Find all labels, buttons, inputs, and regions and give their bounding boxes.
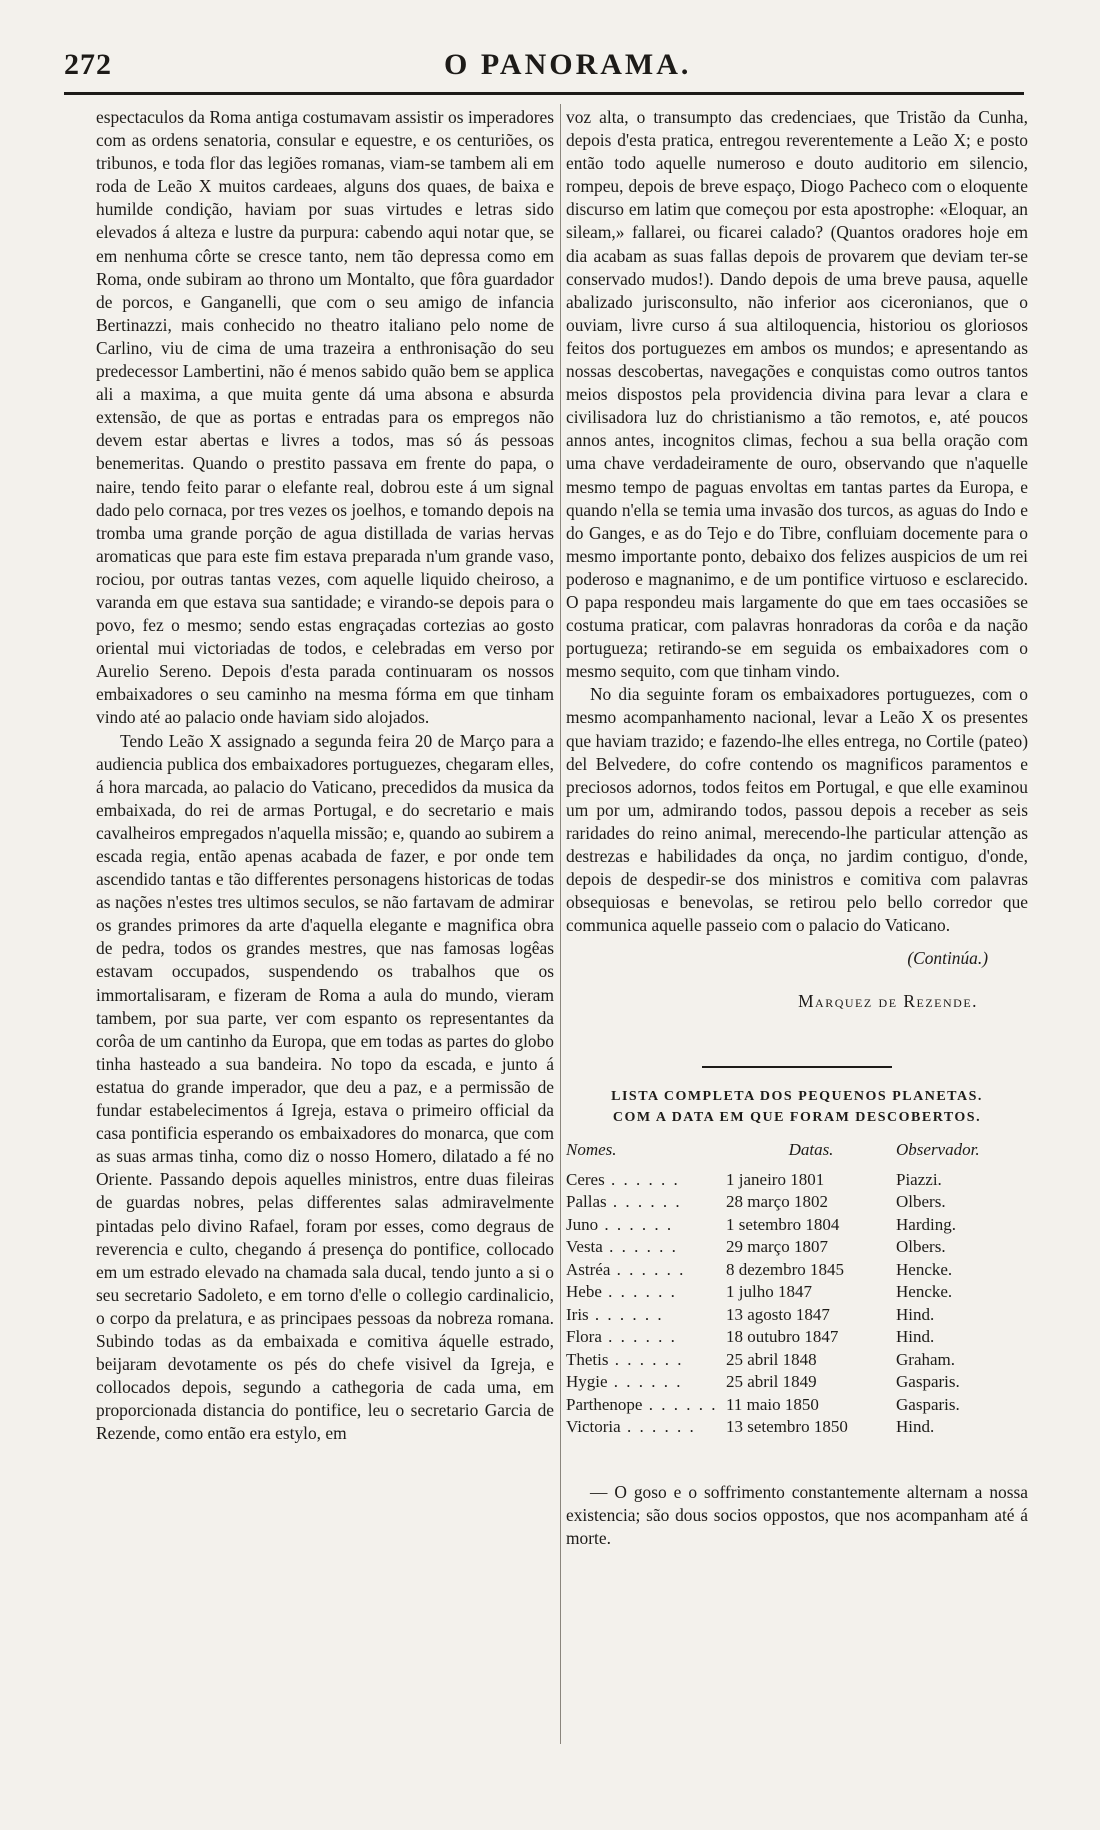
page-header	[64, 44, 1024, 90]
table-row	[566, 1281, 1028, 1304]
observer-name: Harding.	[896, 1214, 956, 1234]
observer-name: Gasparis.	[896, 1372, 960, 1392]
planet-name: Parthenope	[566, 1394, 643, 1414]
table-row	[566, 1304, 1028, 1327]
planet-name-cell	[566, 1371, 726, 1394]
discovery-date: 1 setembro 1804	[726, 1214, 840, 1234]
leader-dots: . . . . . .	[604, 1169, 680, 1189]
column-header-names: Nomes.	[566, 1139, 617, 1159]
planet-name: Ceres	[566, 1169, 605, 1189]
planet-name-cell	[566, 1214, 726, 1237]
planet-name-cell	[566, 1349, 726, 1372]
planet-table	[566, 1136, 1028, 1439]
leader-dots: . . . . . .	[607, 1372, 683, 1392]
planet-name: Hebe	[566, 1282, 602, 1302]
leader-dots: . . . . . .	[620, 1417, 696, 1437]
table-row	[566, 1191, 1028, 1214]
planet-name: Iris	[566, 1304, 589, 1324]
paragraph: espectaculos da Roma antiga costumavam assistir os imperadores com as ordens senatoria, consular e equestre, e os centuriões, os tribunos, e toda flor das legiões romanas, viam-se tambem ali em roda de Leão X muitos cardeaes, alguns dos quaes, de baixa e humilde condição, haviam por suas virtudes e letras sido elevados á alteza e lustre da purpura: cabendo aqui notar que, se em nenhuma côrte se cresce tanto, nem tão depressa como em Roma, onde subiram ao throno um Montalto, que fôra guardador de porcos, e Ganganelli, que com o seu amigo de infancia Bertinazzi, mais conhecido no theatro italiano pelo nome de Carlino, viu de cima de uma trazeira a enthronisação do seu predecessor Lambertini, não é menos sabido quão bem se applica ali a maxima, a que muita gente dá uma absona e absurda extensão, de que as portas e entradas para os empregos não devem estar abertas e livres a todos, mas só ás pessoas benemeritas. Quando o prestito passava em frente do papa, o naire, tendo feito parar o elefante real, dobrou este á um signal dado pelo cornaca, por tres vezes os joelhos, e tomando depois na tromba uma grande porção de agua distillada de varias hervas aromaticas que para este fim estava preparada n'um grande vaso, rociou, por outras tantas vezes, com aquelle liquido cheiroso, a varanda em que estava sua santidade; e virando-se depois para o povo, fez o mesmo; sendo estas engraçadas cortezias ao gosto oriental mui victoriadas de todos, e celebradas em verso por Aurelio Sereno. Depois d'esta parada continuaram os nossos embaixadores o seu caminho na mesma fórma em que tinham vindo até ao palacio onde haviam sido alojados.	[96, 107, 554, 728]
table-row	[566, 1236, 1028, 1259]
planet-name-cell	[566, 1169, 726, 1192]
planet-name: Juno	[566, 1214, 599, 1234]
table-row	[566, 1169, 1028, 1192]
planet-name: Astréa	[566, 1259, 611, 1279]
leader-dots: . . . . . .	[602, 1237, 678, 1257]
leader-dots: . . . . . .	[608, 1349, 684, 1369]
observer-name: Hind.	[896, 1327, 935, 1347]
planet-name-cell	[566, 1394, 726, 1417]
planet-name: Flora	[566, 1327, 602, 1347]
observer-name: Hind.	[896, 1304, 935, 1324]
planet-list-title	[566, 1086, 1028, 1128]
planet-name-cell	[566, 1281, 726, 1304]
observer-name: Olbers.	[896, 1192, 946, 1212]
closing-maxim: — O goso e o soffrimento constantemente alternam a nossa existencia; são dous socios oppostos, que nos acompanham até á morte.	[566, 1481, 1028, 1548]
paragraph: voz alta, o transumpto das credenciaes, que Tristão da Cunha, depois d'esta pratica, entregou reverentemente a Leão X; e posto então todo aquelle numeroso e douto auditorio em silencio, rompeu, depois de breve espaço, Diogo Pacheco com o eloquente discurso em latim que começou por esta apostrophe: «Eloquar, an sileam,» fallarei, ou ficarei calado? (Quantos oradores hoje em dia acabam as suas fallas depois de provarem que deviam ter-se conservado mudos!). Dando depois de uma breve pausa, aquelle abalizado jurisconsulto, não inferior aos ciceronianos, que o ouviam, livre curso á sua altiloquencia, historiou os gloriosos feitos dos portuguezes em ambos os mundos; e apresentando as nossas descobertas, navegações e conquistas como outros tantos meios dispostos pela providencia divina para levar a clara e civilisadora luz do christianismo a tão remotos, e, até poucos annos antes, incognitos climas, fechou a sua bella oração com uma chave verdadeiramente de ouro, observando que n'aquelle mesmo tempo de paguas envoltas em tantas partes da Europa, e quando n'ella se temia uma invasão dos turcos, as aguas do Indo e do Ganges, e as do Tejo e do Tibre, confluiam docemente para o mesmo importante ponto, debaixo dos felizes auspicios de um rei poderoso e magnanimo, e de um pontifice virtuoso e esclarecido. O papa respondeu mais largamente do que em taes occasiões se costuma praticar, com palavras honradoras da corôa e da nação portugueza; retirando-se em seguida os embaixadores com o mesmo sequito, com que tinham vindo.	[566, 107, 1028, 682]
discovery-date: 28 março 1802	[726, 1192, 828, 1212]
header-rule	[64, 92, 1024, 95]
paragraph: Tendo Leão X assignado a segunda feira 20 de Março para a audiencia publica dos embaixadores portuguezes, chegaram elles, á hora marcada, ao palacio do Vaticano, precedidos da musica da embaixada, do rei de armas Portugal, e do secretario e mais cavalheiros empregados n'aquella missão; e, quando ao subirem a escada regia, então apenas acabada de fazer, e por onde tem ascendido tantas e tão differentes personagens historicas de todas as nações n'estes tres ultimos seculos, se não fartavam de admirar os grandes primores da arte d'aquella elegante e magnifica obra de pedra, todos os grandes mestres, que nas famosas logêas estavam occupados, suspendendo os trabalhos que os immortalisaram, e fizeram de Roma a aula do mundo, vieram tambem, por sua parte, ver com espanto os representantes da corôa de um cantinho da Europa, que em todas as partes do globo tinha hasteado a sua bandeira. No topo da escada, e junto á estatua do grande imperador, que deu a paz, e a permissão de fundar estabelecimentos á Igreja, estava o primeiro official da casa pontificia esperando os embaixadores do monarca, que com as suas armas tinha, como diz o nosso Homero, dilatado a fé no Oriente. Passando depois aquelles ministros, entre duas fileiras de guardas nobres, pelas differentes salas admiravelmente pintadas pelo divino Rafael, foram por esses, como degraus de reverencia e culto, chegando á presença do pontifice, collocado em um estrado elevado na chamada sala ducal, tendo junto a si o seu secretario Sadoleto, e em torno d'elle o collegio cardinalicio, o corpo da prelatura, e as principaes pessoas da nobreza romana. Subindo todas as da embaixada e comitiva áquelle estrado, beijaram devotamente os pés do chefe visivel da Igreja, e collocados depois, segundo a cathegoria de cada uma, em proporcionada distancia do pontifice, leu o secretario Garcia de Rezende, como então era estylo, em	[96, 730, 554, 1444]
observer-name: Olbers.	[896, 1237, 946, 1257]
planet-list-title-line1: LISTA COMPLETA DOS PEQUENOS PLANETAS.	[611, 1088, 983, 1104]
column-header-observer: Observador.	[896, 1139, 980, 1159]
table-row	[566, 1259, 1028, 1282]
table-row	[566, 1349, 1028, 1372]
column-header-dates: Datas.	[788, 1139, 834, 1159]
page-number: 272	[64, 48, 112, 81]
planet-name: Victoria	[566, 1417, 621, 1437]
planet-name-cell	[566, 1416, 726, 1439]
leader-dots: . . . . . .	[642, 1394, 718, 1414]
leader-dots: . . . . . .	[601, 1282, 677, 1302]
planet-name-cell	[566, 1326, 726, 1349]
planet-name-cell	[566, 1259, 726, 1282]
table-row	[566, 1416, 1028, 1439]
leader-dots: . . . . . .	[610, 1259, 686, 1279]
observer-name: Hencke.	[896, 1282, 953, 1302]
discovery-date: 13 setembro 1850	[726, 1417, 848, 1437]
observer-name: Hencke.	[896, 1259, 953, 1279]
table-row	[566, 1394, 1028, 1417]
paragraph: No dia seguinte foram os embaixadores portuguezes, com o mesmo acompanhamento nacional, levar a Leão X os presentes que haviam trazido; e fazendo-lhe elles entrega, no Cortile (pateo) del Belvedere, do cofre contendo os magnificos paramentos e preciosos adornos, todos feitos em Portugal, e que elle examinou um por um, admirando todos, passou depois a receber as seis raridades do reino animal, merecendo-lhe particular attenção as destrezas e habilidades da onça, no jardim contiguo, d'onde, depois de despedir-se dos ministros e comitiva com palavras obsequiosas e benevolas, se retirou pelo bello corredor que communica aquelle passeio com o palacio do Vaticano.	[566, 684, 1028, 936]
discovery-date: 1 julho 1847	[726, 1282, 812, 1302]
author-signature: Marquez de Rezende.	[798, 991, 978, 1012]
planet-name-cell	[566, 1236, 726, 1259]
planet-name: Thetis	[566, 1349, 609, 1369]
discovery-date: 11 maio 1850	[726, 1394, 819, 1414]
leader-dots: . . . . . .	[598, 1214, 674, 1234]
discovery-date: 8 dezembro 1845	[726, 1259, 845, 1279]
leader-dots: . . . . . .	[601, 1327, 677, 1347]
planet-name-cell	[566, 1191, 726, 1214]
discovery-date: 25 abril 1848	[726, 1349, 817, 1369]
observer-name: Hind.	[896, 1417, 935, 1437]
left-column	[96, 106, 554, 1445]
planet-name: Vesta	[566, 1237, 603, 1257]
discovery-date: 18 outubro 1847	[726, 1327, 839, 1347]
leader-dots: . . . . . .	[606, 1192, 682, 1212]
planet-list-title-line2: COM A DATA EM QUE FORAM DESCOBERTOS.	[612, 1109, 982, 1125]
table-row	[566, 1371, 1028, 1394]
discovery-date: 29 março 1807	[726, 1237, 828, 1257]
right-column	[566, 106, 1028, 1550]
discovery-date: 13 agosto 1847	[726, 1304, 830, 1324]
masthead-title: O PANORAMA.	[444, 48, 692, 81]
section-rule	[702, 1066, 892, 1068]
observer-name: Gasparis.	[896, 1394, 960, 1414]
observer-name: Graham.	[896, 1349, 956, 1369]
leader-dots: . . . . . .	[588, 1304, 664, 1324]
planet-name: Pallas	[566, 1192, 607, 1212]
table-row	[566, 1326, 1028, 1349]
table-row	[566, 1214, 1028, 1237]
discovery-date: 25 abril 1849	[726, 1372, 817, 1392]
planet-table-header	[566, 1136, 1028, 1169]
planet-name: Hygie	[566, 1372, 608, 1392]
column-divider	[560, 104, 561, 1744]
discovery-date: 1 janeiro 1801	[726, 1169, 825, 1189]
observer-name: Piazzi.	[896, 1169, 942, 1189]
planet-name-cell	[566, 1304, 726, 1327]
continua-note: (Continúa.)	[907, 948, 988, 969]
